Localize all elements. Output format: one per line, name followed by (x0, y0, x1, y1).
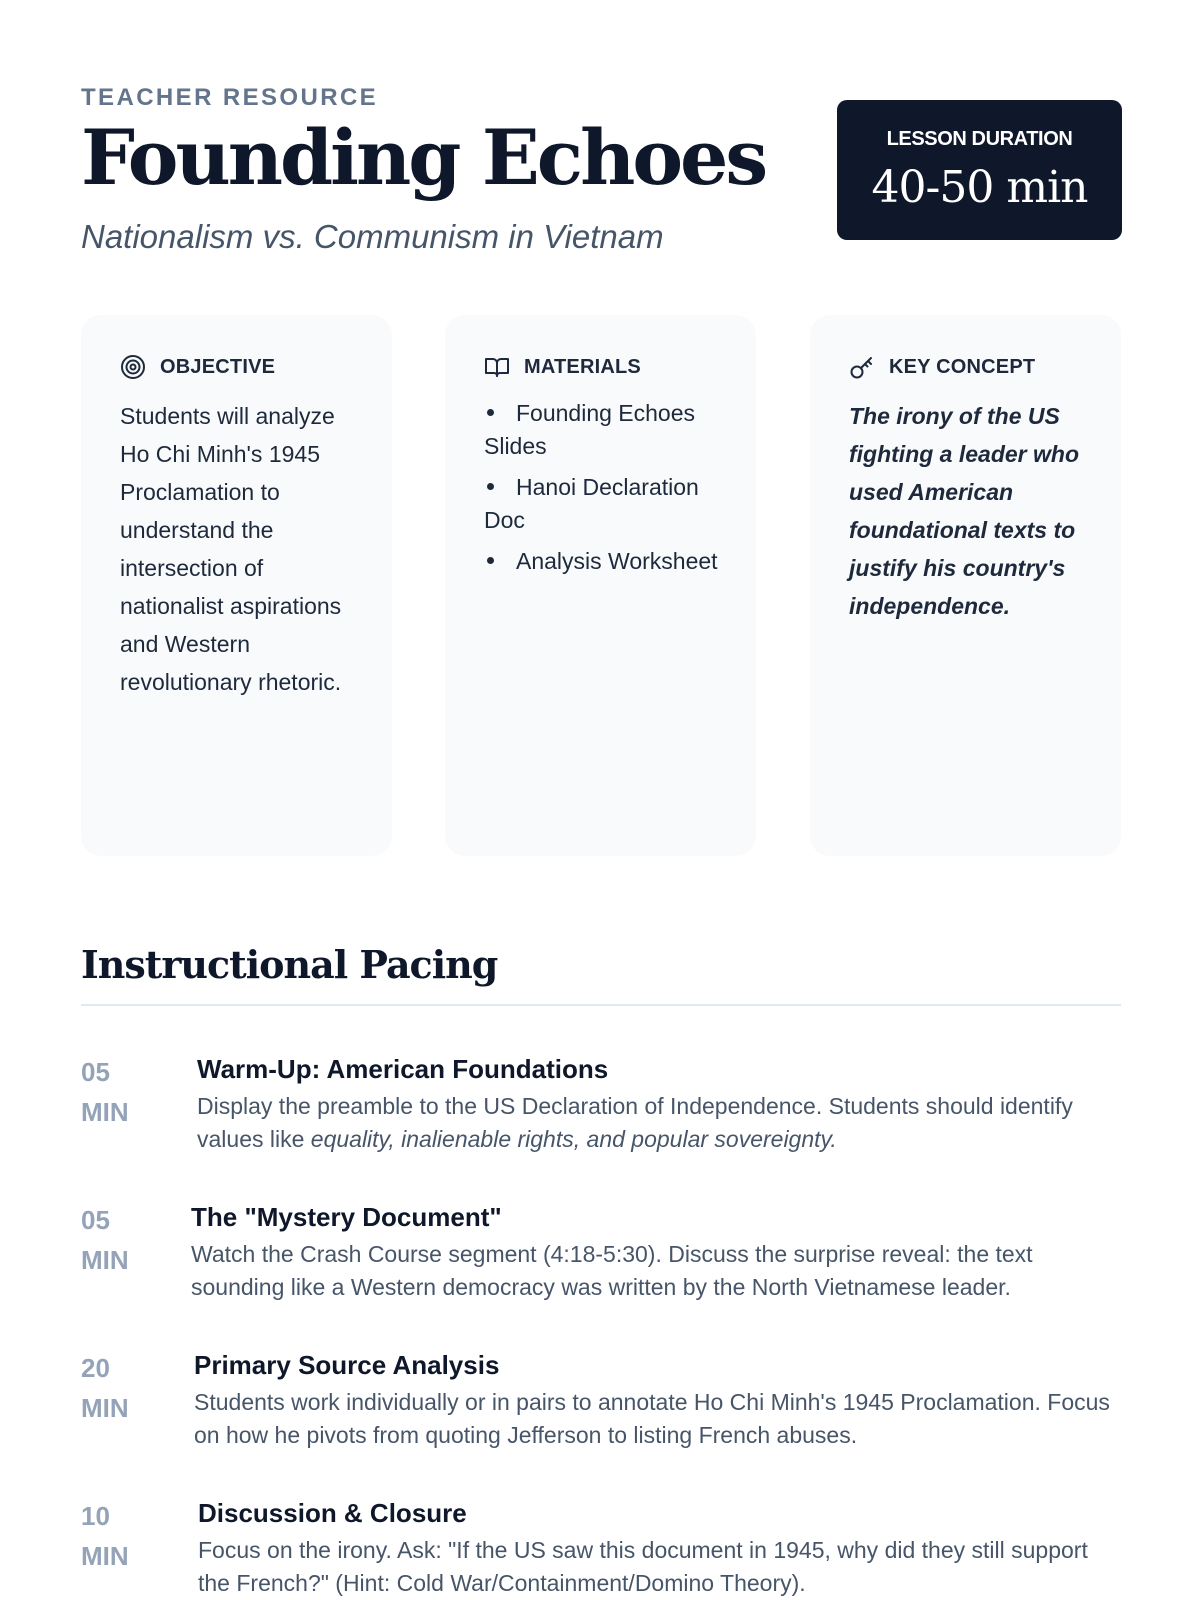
key-concept-heading: KEY CONCEPT (889, 355, 1036, 378)
list-item: Hanoi Declaration Doc (484, 474, 699, 533)
pacing-title: Instructional Pacing (81, 942, 498, 987)
step-unit: MIN (81, 1097, 129, 1127)
step-unit: MIN (81, 1393, 129, 1423)
objective-heading: OBJECTIVE (160, 355, 276, 378)
step-description: Focus on the irony. Ask: "If the US saw this document in 1945, why did they still support the French?" (Hint: Cold War/Containment/Domino Theory). (198, 1537, 1088, 1596)
materials-heading: MATERIALS (524, 355, 641, 378)
step-unit: MIN (81, 1245, 129, 1275)
page-subtitle: Nationalism vs. Communism in Vietnam (81, 218, 664, 255)
step-description: Watch the Crash Course segment (4:18-5:30). Discuss the surprise reveal: the text sounding like a Western democracy was written by the North Vietnamese leader. (191, 1241, 1033, 1300)
bullet-icon (487, 409, 494, 416)
duration-badge (837, 100, 1122, 240)
step-title: Discussion & Closure (198, 1498, 467, 1528)
bullet-icon (487, 557, 494, 564)
divider (81, 1004, 1121, 1006)
key-concept-header (849, 353, 1083, 381)
objective-card (81, 315, 392, 856)
target-icon (120, 354, 146, 380)
step-content (194, 1348, 1121, 1452)
step-content (191, 1200, 1121, 1304)
list-item: Founding Echoes Slides (484, 400, 696, 459)
pacing-step (81, 1348, 1121, 1478)
step-minutes: 05 (81, 1057, 110, 1087)
step-duration (81, 1348, 161, 1428)
materials-list (484, 397, 718, 578)
step-title: Warm-Up: American Foundations (197, 1054, 609, 1084)
pacing-step (81, 1496, 1121, 1600)
list-item: Analysis Worksheet (484, 545, 718, 578)
pacing-step (81, 1052, 1121, 1182)
step-unit: MIN (81, 1541, 129, 1571)
step-title: Primary Source Analysis (194, 1350, 500, 1380)
duration-label: LESSON DURATION (886, 128, 1073, 150)
step-minutes: 05 (81, 1205, 110, 1235)
step-content (197, 1052, 1121, 1156)
duration-value: 40-50 min (871, 162, 1088, 213)
step-duration (81, 1052, 161, 1132)
objective-text: Students will analyze Ho Chi Minh's 1945 Proclamation to understand the intersection of nationalist aspirations and Western revolutionary rhetoric. (120, 403, 342, 695)
step-description: Display the preamble to the US Declaration of Independence. Students should identify values like equality, inalienable rights, and popular sovereignty. (197, 1093, 1073, 1152)
key-concept-text: The irony of the US fighting a leader who used American foundational texts to justify his country's independence. (849, 403, 1080, 619)
step-content (198, 1496, 1121, 1600)
step-title: The "Mystery Document" (191, 1202, 502, 1232)
step-duration (81, 1200, 161, 1280)
eyebrow-label: TEACHER RESOURCE (81, 84, 379, 111)
step-minutes: 20 (81, 1353, 110, 1383)
bullet-icon (487, 483, 494, 490)
pacing-step (81, 1200, 1121, 1330)
step-emphasis: equality, inalienable rights, and popular sovereignty. (310, 1126, 837, 1152)
materials-card (445, 315, 756, 856)
key-icon (849, 354, 875, 380)
step-description: Students work individually or in pairs to annotate Ho Chi Minh's 1945 Proclamation. Focus on how he pivots from quoting Jefferson to listing French abuses. (194, 1389, 1110, 1448)
step-minutes: 10 (81, 1501, 110, 1531)
objective-header (120, 353, 354, 381)
key-concept-card (810, 315, 1121, 856)
book-open-icon (484, 354, 510, 380)
lesson-plan-page (81, 0, 1121, 1600)
materials-header (484, 353, 718, 381)
page-title: Founding Echoes (81, 113, 766, 202)
step-duration (81, 1496, 161, 1576)
